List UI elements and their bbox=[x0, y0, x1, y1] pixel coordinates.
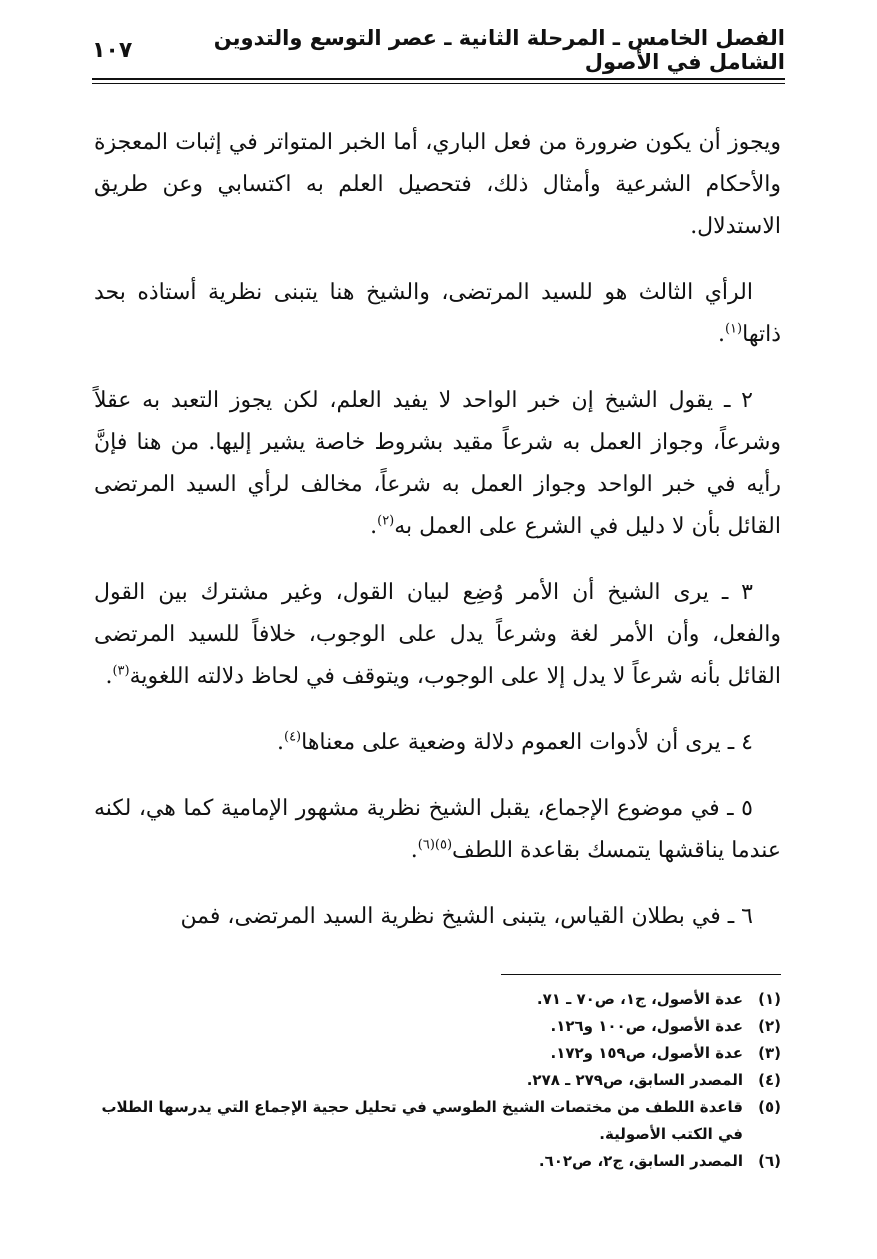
footnote bbox=[94, 986, 781, 1013]
running-header bbox=[92, 26, 785, 74]
footnote-number: (٣) bbox=[758, 1044, 781, 1062]
paragraph bbox=[94, 722, 781, 764]
footnotes bbox=[94, 986, 781, 1175]
footnote bbox=[94, 1013, 781, 1040]
paragraph bbox=[94, 788, 781, 872]
running-header-title: الفصل الخامس ـ المرحلة الثانية ـ عصر التوسع والتدوين الشامل في الأصول bbox=[213, 26, 785, 74]
footnote-text: المصدر السابق، ص٢٧٩ ـ ٢٧٨. bbox=[526, 1071, 743, 1089]
header-rule-thin bbox=[92, 83, 785, 84]
footnote-text: عدة الأصول، ج١، ص٧٠ ـ ٧١. bbox=[536, 990, 743, 1008]
paragraph-text: الرأي الثالث هو للسيد المرتضى، والشيخ هنا يتبنى نظرية أستاذه بحد ذاتها bbox=[94, 280, 781, 347]
header-rule bbox=[92, 78, 785, 80]
footnote-marker[interactable]: (٤) bbox=[283, 729, 302, 745]
body-text bbox=[94, 122, 781, 962]
paragraph bbox=[94, 380, 781, 548]
paragraph bbox=[94, 272, 781, 356]
paragraph-text: ويجوز أن يكون ضرورة من فعل الباري، أما الخبر المتواتر في إثبات المعجزة والأحكام الشرعية وأمثال ذلك، فتحصيل العلم به اكتسابي وعن طريق الاستدلال. bbox=[94, 130, 781, 239]
paragraph bbox=[94, 896, 781, 938]
paragraph-text: ٥ ـ في موضوع الإجماع، يقبل الشيخ نظرية مشهور الإمامية كما هي، لكنه عندما يناقشها يتمسك بقاعدة اللطف bbox=[94, 796, 781, 863]
paragraph bbox=[94, 572, 781, 698]
footnote-marker[interactable]: (٥)(٦) bbox=[417, 837, 453, 853]
footnote bbox=[94, 1094, 781, 1148]
paragraph-text: ٦ ـ في بطلان القياس، يتبنى الشيخ نظرية السيد المرتضى، فمن bbox=[180, 904, 753, 929]
footnote-number: (١) bbox=[758, 990, 781, 1008]
footnote-marker[interactable]: (٢) bbox=[377, 513, 395, 529]
paragraph-tail: . bbox=[410, 838, 418, 863]
footnote bbox=[94, 1148, 781, 1175]
footnote-number: (٤) bbox=[758, 1071, 781, 1089]
footnote bbox=[94, 1040, 781, 1067]
paragraph-text: ٢ ـ يقول الشيخ إن خبر الواحد لا يفيد العلم، لكن يجوز التعبد به عقلاً وشرعاً، وجواز العمل به شرعاً مقيد بشروط خاصة يشير إليها. من هنا فإنَّ رأيه في خبر الواحد وجواز العمل به شرعاً، مخالف لرأي السيد المرتضى القائل بأن لا دليل في الشرع على العمل به bbox=[94, 388, 781, 539]
footnote-marker[interactable]: (٣) bbox=[112, 663, 130, 679]
footnote bbox=[94, 1067, 781, 1094]
paragraph-tail: . bbox=[105, 664, 113, 689]
paragraph-tail: . bbox=[370, 514, 378, 539]
footnote-text: عدة الأصول، ص١٠٠ و١٢٦. bbox=[550, 1017, 743, 1035]
paragraph-text: ٣ ـ يرى الشيخ أن الأمر وُضِع لبيان القول، وغير مشترك بين القول والفعل، وأن الأمر لغة وشرعاً يدل على الوجوب، خلافاً للسيد المرتضى القائل بأنه شرعاً لا يدل إلا على الوجوب، ويتوقف في لحاظ دلالته اللغوية bbox=[94, 580, 781, 689]
footnote-number: (٥) bbox=[758, 1098, 781, 1116]
paragraph-tail: . bbox=[276, 730, 284, 755]
footnote-number: (٢) bbox=[758, 1017, 781, 1035]
footnote-text: عدة الأصول، ص١٥٩ و١٧٢. bbox=[550, 1044, 743, 1062]
footnote-text: المصدر السابق، ج٢، ص٦٠٢. bbox=[538, 1152, 743, 1170]
paragraph-text: ٤ ـ يرى أن لأدوات العموم دلالة وضعية على معناها bbox=[301, 730, 753, 755]
footnote-separator bbox=[501, 974, 781, 975]
paragraph-tail: . bbox=[717, 322, 725, 347]
footnote-text: قاعدة اللطف من مختصات الشيخ الطوسي في تحليل حجية الإجماع التي يدرسها الطلاب في الكتب الأصولية. bbox=[101, 1098, 743, 1143]
page-number: ١٠٧ bbox=[92, 37, 133, 63]
paragraph bbox=[94, 122, 781, 248]
footnote-number: (٦) bbox=[758, 1152, 781, 1170]
footnote-marker[interactable]: (١) bbox=[724, 321, 743, 337]
